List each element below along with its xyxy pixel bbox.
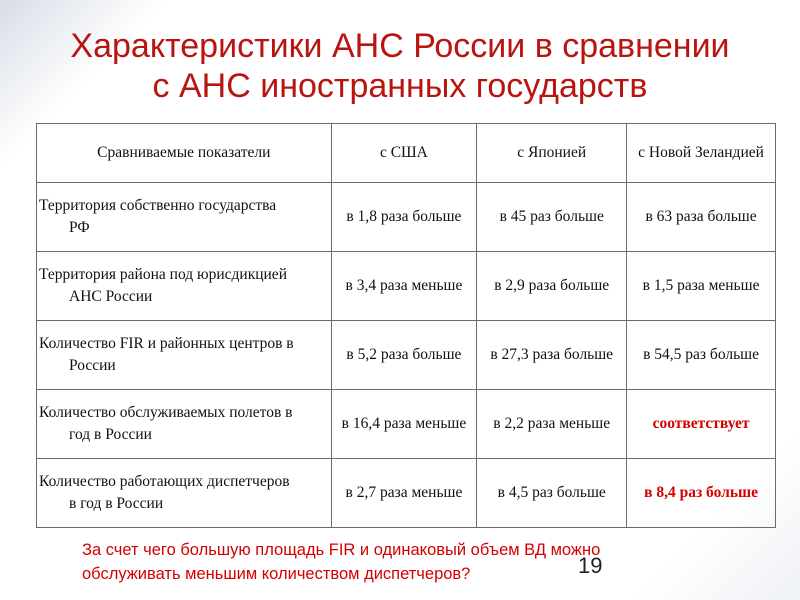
- table-cell-highlight: соответствует: [627, 390, 776, 459]
- table-row: [37, 459, 776, 528]
- table-cell: в 2,7 раза меньше: [331, 459, 477, 528]
- slide-title-line2: с АНС иностранных государств: [152, 67, 648, 105]
- header-usa: с США: [331, 124, 477, 183]
- table-row: [37, 183, 776, 252]
- table-row: [37, 252, 776, 321]
- footer-question: [82, 538, 722, 586]
- row-label: [37, 459, 332, 528]
- header-japan: с Японией: [477, 124, 627, 183]
- row-label-line1: Территория района под юрисдикцией: [39, 266, 287, 283]
- table-cell: в 2,9 раза больше: [477, 252, 627, 321]
- row-label-line2: РФ: [69, 219, 90, 236]
- slide-title: [0, 26, 800, 106]
- row-label: [37, 390, 332, 459]
- table-cell: в 5,2 раза больше: [331, 321, 477, 390]
- row-label-line2: АНС России: [69, 288, 153, 305]
- table-row: [37, 390, 776, 459]
- table-cell: в 16,4 раза меньше: [331, 390, 477, 459]
- footer-question-line2: обслуживать меньшим количеством диспетчеров?: [82, 565, 471, 583]
- row-label-line2: в год в России: [69, 495, 164, 512]
- table-cell-highlight: в 8,4 раз больше: [627, 459, 776, 528]
- row-label: [37, 321, 332, 390]
- row-label: [37, 252, 332, 321]
- row-label-line2: год в России: [69, 426, 152, 443]
- table-cell: в 54,5 раз больше: [627, 321, 776, 390]
- row-label-line2: России: [69, 357, 116, 374]
- row-label-line1: Количество обслуживаемых полетов в: [39, 404, 293, 421]
- row-label-line1: Количество FIR и районных центров в: [39, 335, 294, 352]
- table-cell: в 27,3 раза больше: [477, 321, 627, 390]
- comparison-table: [36, 123, 776, 528]
- row-label-line1: Количество работающих диспетчеров: [39, 473, 290, 490]
- table-cell: в 1,5 раза меньше: [627, 252, 776, 321]
- table-cell: в 1,8 раза больше: [331, 183, 477, 252]
- table-row: [37, 321, 776, 390]
- footer-question-line1: За счет чего большую площадь FIR и одинаковый объем ВД можно: [82, 541, 601, 559]
- row-label: [37, 183, 332, 252]
- table-cell: в 63 раза больше: [627, 183, 776, 252]
- table-cell: в 45 раз больше: [477, 183, 627, 252]
- header-new-zealand: с Новой Зеландией: [627, 124, 776, 183]
- table-header-row: [37, 124, 776, 183]
- table-cell: в 2,2 раза меньше: [477, 390, 627, 459]
- header-indicators: Сравниваемые показатели: [37, 124, 332, 183]
- row-label-line1: Территория собственно государства: [39, 197, 277, 214]
- table-cell: в 3,4 раза меньше: [331, 252, 477, 321]
- page-number: 19: [578, 553, 603, 578]
- slide-title-line1: Характеристики АНС России в сравнении: [70, 27, 730, 65]
- table-cell: в 4,5 раз больше: [477, 459, 627, 528]
